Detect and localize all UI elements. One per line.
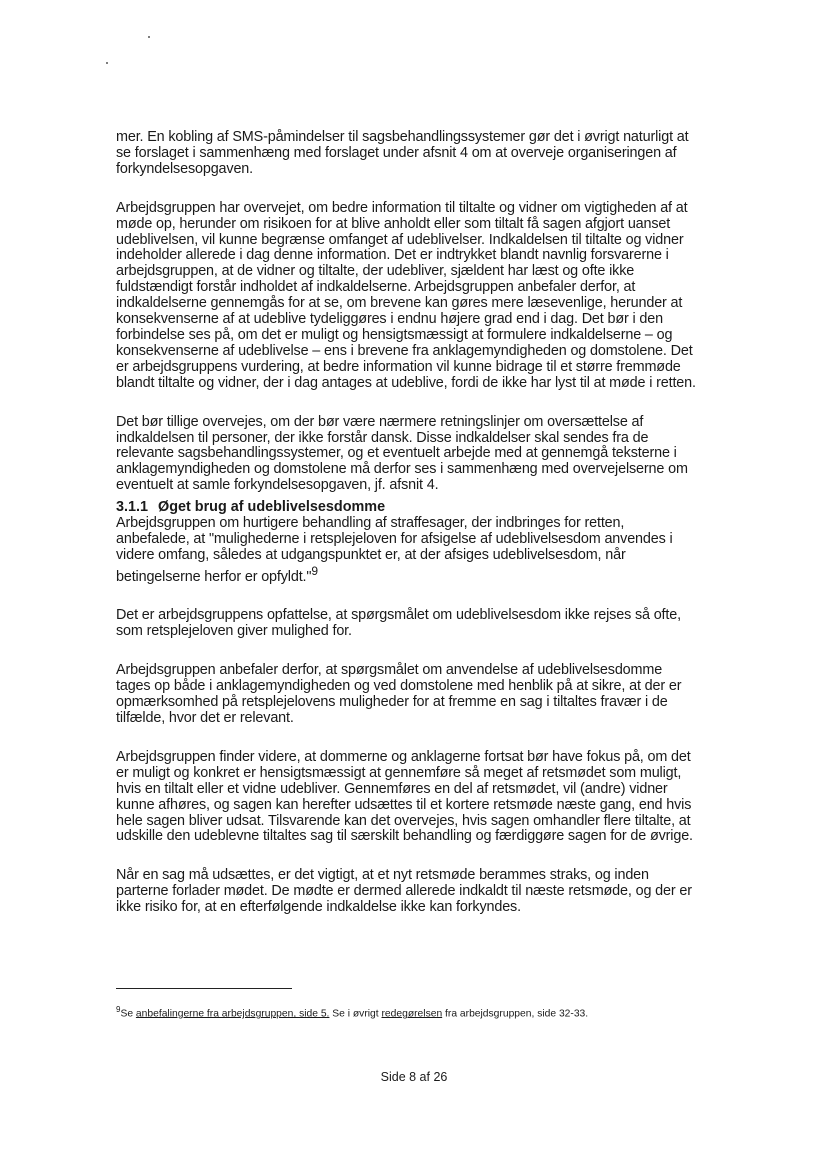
footnote-prefix: Se bbox=[120, 1008, 136, 1020]
footnote-divider bbox=[116, 988, 292, 989]
footnote-link-recommendations[interactable]: anbefalingerne fra arbejdsgruppen, side 5. bbox=[135, 1008, 330, 1020]
paragraph: Arbejdsgruppen finder videre, at dommerne og anklagerne fortsat bør have fokus på, om det er muligt og konkret er hensigtsmæssigt at gennemføre så meget af retsmødet som muligt, hvis en tiltalt eller et vidne udebliver. Gennemføres en del af retsmødet, vil (andre) vidner kunne afhøres, og sagen kan herefter udsættes til et kortere retsmøde næste gang, end hvis hele sagen bliver udsat. Tilsvarende kan det overvejes, hvis sagen omhandler flere tiltalte, at udskille den udeblevne tiltaltes sag til særskilt behandling og færdiggøre sagen for de øvrige. bbox=[116, 748, 693, 845]
page-body bbox=[116, 130, 696, 939]
quote-text: Arbejdsgruppen om hurtigere behandling af straffesager, der indbringes for retten, anbefalede, at "mulighederne i retsplejeloven for afsigelse af udeblivelsesdom anvendes i videre omfang, således at udgangspunktet er, at der afsiges udeblivelsesdom, når betingelserne herfor er opfyldt." bbox=[116, 515, 673, 585]
page-number: Side 8 af 26 bbox=[380, 1070, 448, 1084]
footnote-suffix: fra arbejdsgruppen, side 32-33. bbox=[442, 1008, 589, 1020]
paragraph: mer. En kobling af SMS-påmindelser til sagsbehandlingssystemer gør det i øvrigt naturligt at se forslaget i sammenhæng med forslaget under afsnit 4 om at overveje organiseringen af forkyndelsesopgaven. bbox=[116, 129, 689, 177]
quote-paragraph bbox=[116, 516, 696, 585]
paragraph: Det er arbejdsgruppens opfattelse, at spørgsmålet om udeblivelsesdom ikke rejses så ofte, som retsplejeloven giver mulighed for. bbox=[116, 607, 681, 640]
paragraph: Når en sag må udsættes, er det vigtigt, at et nyt retsmøde berammes straks, og inden parterne forlader mødet. De mødte er dermed allerede indkaldt til næste retsmøde, og der er ikke risiko for, at en efterfølgende indkaldelse ikke kan forkyndes. bbox=[116, 867, 692, 916]
section-number: 3.1.1 bbox=[116, 499, 149, 516]
footnote-link-report[interactable]: redegørelsen bbox=[381, 1008, 443, 1020]
paragraph: Det bør tillige overvejes, om der bør være nærmere retningslinjer om oversættelse af indkaldelsen til personer, der ikke forstår dansk. Disse indkaldelser skal sendes fra de relevante sagsbehandlingssystemer, og et eventuelt arbejde med at gennemgå teksterne i anklagemyndigheden og domstolene må derfor ses i sammenhæng med overvejelserne om eventuelt at samle forkyndelsesopgaven, jf. afsnit 4. bbox=[116, 413, 688, 494]
section-title: Øget brug af udeblivelsesdomme bbox=[158, 499, 386, 516]
paragraph: Arbejdsgruppen anbefaler derfor, at spørgsmålet om anvendelse af udeblivelsesdomme tages op både i anklagemyndigheden og ved domstolene med henblik på at sikre, at der er opmærksomhed på retsplejelovens muligheder for at fremme en sag i tiltaltes fravær i de tilfælde, hvor det er relevant. bbox=[116, 662, 682, 726]
scan-speck bbox=[106, 62, 108, 64]
footnote-middle: Se i øvrigt bbox=[329, 1008, 382, 1020]
footnote bbox=[116, 1004, 588, 1020]
paragraph: Arbejdsgruppen har overvejet, om bedre information til tiltalte og vidner om vigtigheden af at møde op, herunder om risikoen for at blive anholdt eller som tiltalt få sagen afgjort uanset udeblivelsen, vil kunne begrænse omfanget af udeblivelser. Indkaldelsen til tiltalte og vidner indeholder allerede i dag denne information. Det er indtrykket blandt navnlig forsvarerne i arbejdsgruppen, at de vidner og tiltalte, der udebliver, sjældent har læst og ofte ikke fuldstændigt forstår indholdet af indkaldelserne. Arbejdsgruppen anbefaler derfor, at indkaldelserne gennemgås for at se, om brevene kan gøres mere læsevenlige, herunder at konsekvenserne af at udeblive tydeliggøres i endnu højere grad end i dag. Det bør i den forbindelse ses på, om det er muligt og hensigtsmæssigt at formulere indkaldelserne – og konsekvenserne af udeblivelse – ens i brevene fra anklagemyndigheden og domstolene. Det er arbejdsgruppens vurdering, at bedre information vil kunne bidrage til et større fremmøde blandt tiltalte og vidner, der i dag antages at udeblive, fordi de ikke har lyst til at møde i retten. bbox=[116, 199, 696, 391]
footnote-number: 9 bbox=[116, 1005, 121, 1014]
footnote-reference[interactable]: 9 bbox=[311, 563, 318, 578]
section-heading bbox=[116, 500, 696, 516]
scan-speck bbox=[148, 36, 150, 38]
